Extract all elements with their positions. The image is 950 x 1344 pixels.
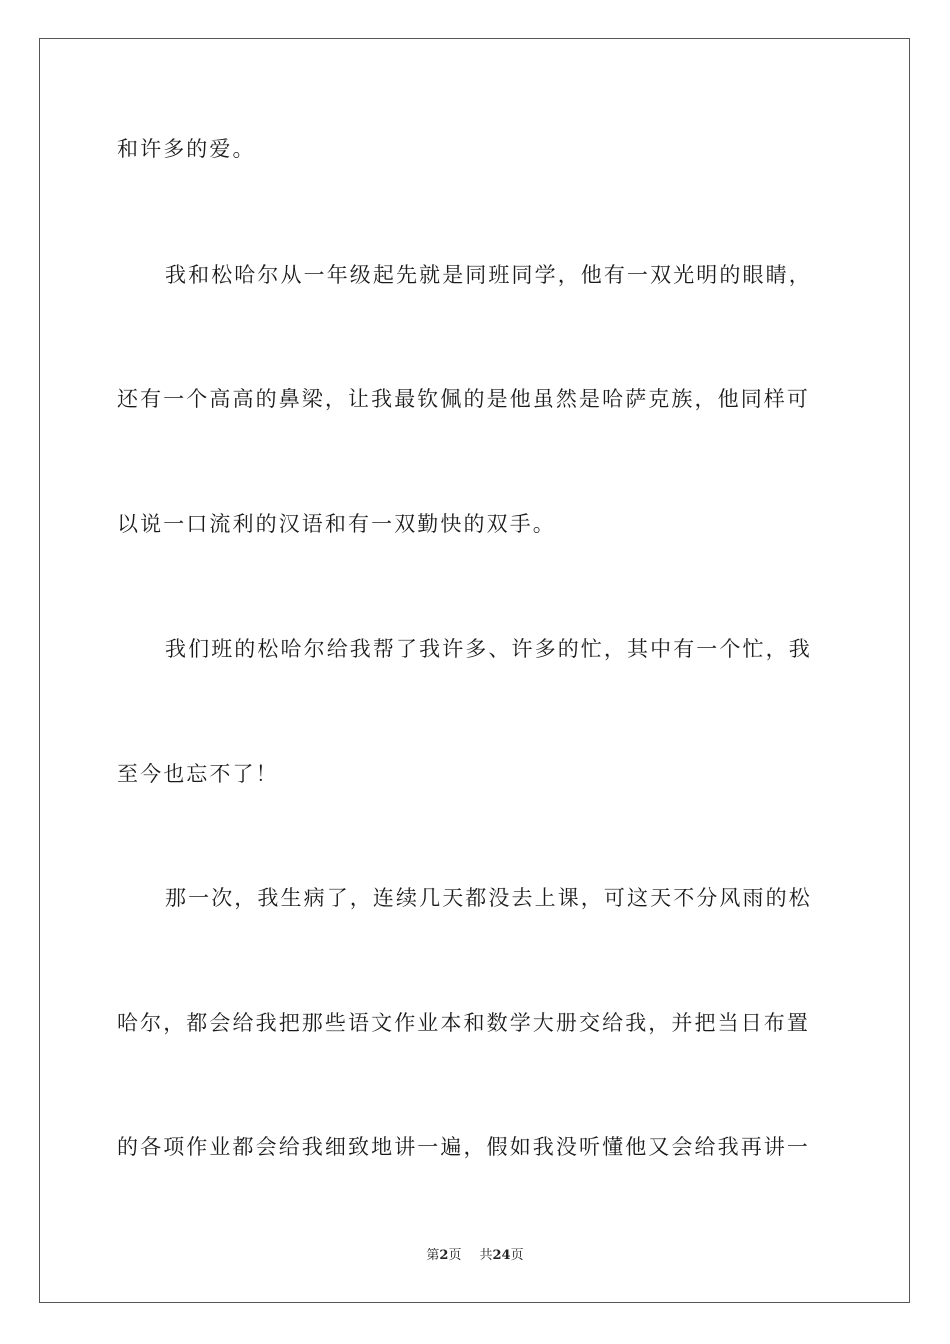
text-line-3: 还有一个高高的鼻梁，让我最钦佩的是他虽然是哈萨克族，他同样可: [117, 387, 810, 411]
text-line-1: 和许多的爱。: [117, 137, 256, 161]
footer-page-number: 2: [439, 1248, 449, 1263]
text-line-2: 我和松哈尔从一年级起先就是同班同学，他有一双光明的眼睛，: [165, 263, 812, 287]
text-line-9: 的各项作业都会给我细致地讲一遍，假如我没听懂他又会给我再讲一: [117, 1135, 810, 1159]
footer-total-pages: 24: [492, 1248, 511, 1263]
text-line-8: 哈尔，都会给我把那些语文作业本和数学大册交给我，并把当日布置: [117, 1011, 810, 1035]
page-footer: [0, 1248, 950, 1264]
footer-page-suffix: 页: [448, 1248, 462, 1263]
text-line-6: 至今也忘不了！: [117, 762, 279, 786]
footer-total-suffix: 页: [510, 1248, 524, 1263]
footer-page-prefix: 第: [426, 1248, 440, 1263]
text-line-7: 那一次，我生病了，连续几天都没去上课，可这天不分风雨的松: [165, 886, 812, 910]
text-line-4: 以说一口流利的汉语和有一双勤快的双手。: [117, 512, 556, 536]
footer-total-prefix: 共: [479, 1248, 493, 1263]
page-border: [39, 38, 910, 1303]
text-line-5: 我们班的松哈尔给我帮了我许多、许多的忙，其中有一个忙，我: [165, 637, 812, 661]
